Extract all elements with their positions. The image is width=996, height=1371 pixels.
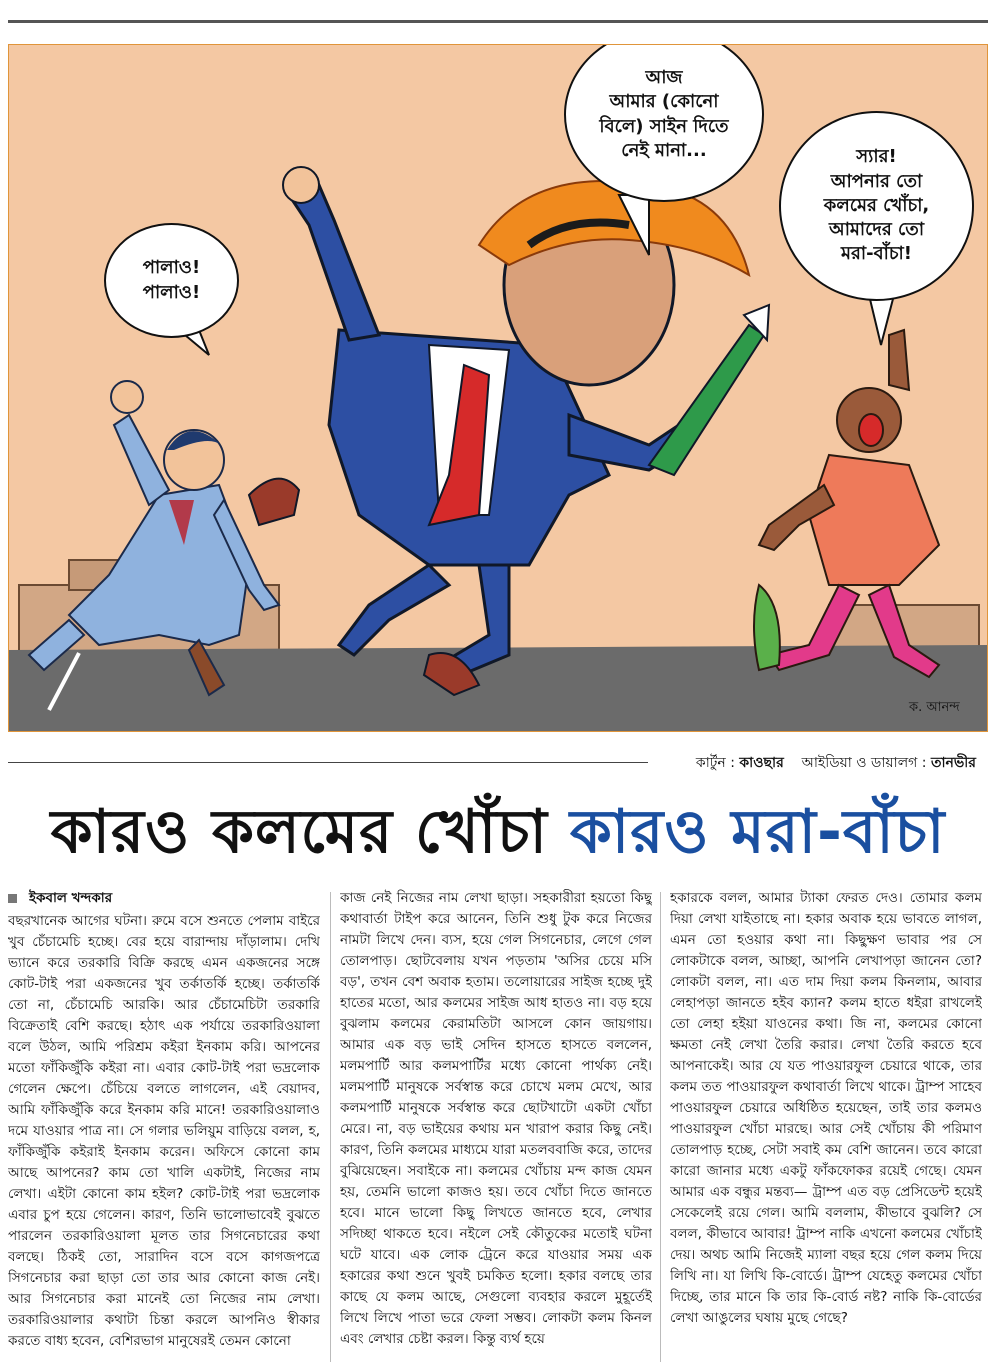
- credit-cartoon-label: কার্টুন :: [695, 755, 735, 771]
- article-column-2: [340, 888, 652, 1366]
- headline-part-1: কারও কলমের খোঁচা: [50, 797, 548, 867]
- column-3-text: হকারকে বলল, আমার ট্যাকা ফেরত দেও। তোমার কলম দিয়া লেখা যাইতাছে না। হকার অবাক হয়ে ভাবতে লাগল, এমন তো হওয়ার কথা না। কিছুক্ষণ ভাবার পর সে লোকটাকে বলল, আচ্ছা, আপনি লেখাপড়া জানেন তো? লোকটা বলল, না। এত দাম দিয়া কলম কিনলাম, আবার লেহাপড়া জানতে হইব ক্যান? কলম হাতে ধইরা রাখলেই তো লেহা হইয়া যাওনের কথা। জি না, কলমের কোনো ক্ষমতা নেই লেখা তৈরি করার। লেখা তৈরি করতে হবে আপনাকেই। আর যে যত পাওয়ারফুল চেয়ারে থাকে, তার কলম তত পাওয়ারফুল কথাবার্তা লিখে থাকে। ট্রাম্প সাহেব পাওয়ারফুল চেয়ারে অধিষ্ঠিত হয়েছেন, তাই তার কলমও পাওয়ারফুল খোঁচা মারছে। আর সেই খোঁচায় কী পরিমাণ তোলপাড় হচ্ছে, সেটা সবাই কম বেশি জানেন। তবে কারো কারো জানার মধ্যে একটু ফাঁকফোকর রয়েই গেছে। যেমন আমার এক বন্ধুর মন্তব্য— ট্রাম্প এত বড় প্রেসিডেন্ট হয়েই সেকেলেই রয়ে গেল। আমি বললাম, কীভাবে বুঝলি? সে বলল, কীভাবে আবার! ট্রাম্প নাকি এখনো কলমের খোঁচাই দেয়। অথচ আমি নিজেই ম্যালা বছর হয়ে গেল কলম দিয়ে লিখি না। যা লিখি কি-বোর্ডে। ট্রাম্প যেহেতু কলমের খোঁচা দিচ্ছে, তার মানে কি তার কি-বোর্ড নষ্ট? নাকি কি-বোর্ডের লেখা আঙুলের ঘষায় মুছে গেছে?: [670, 890, 982, 1326]
- running-man-center: [249, 167, 769, 695]
- speech-bubble-left: পালাও! পালাও!: [104, 223, 239, 338]
- column-divider: [660, 892, 661, 1362]
- top-rule: [8, 20, 988, 23]
- headline-part-2: কারও মরা-বাঁচা: [569, 797, 946, 867]
- cartoon-panel: [8, 44, 988, 732]
- article-column-1: [8, 888, 320, 1366]
- author-name: ইকবাল খন্দকার: [29, 890, 113, 906]
- credit-idea-label: আইডিয়া ও ডায়ালগ :: [801, 755, 927, 771]
- article-headline: [0, 796, 996, 868]
- column-divider: [330, 892, 331, 1362]
- artist-signature: ক. আনন্দ: [909, 700, 960, 715]
- article-body: [8, 888, 988, 1366]
- cartoon-credit: [696, 751, 976, 775]
- credit-idea-name: তানভীর: [930, 755, 976, 771]
- credit-rule: [8, 762, 648, 763]
- speech-bubble-center: আজ আমার (কোনো বিলে) সাইন দিতে নেই মানা...: [564, 44, 764, 202]
- speech-bubble-right: স্যার! আপনার তো কলমের খোঁচা, আমাদের তো মরা-বাঁচা!: [779, 111, 974, 301]
- credit-cartoon-name: কাওছার: [739, 755, 784, 771]
- article-column-3: [670, 888, 982, 1366]
- byline-square-icon: [8, 894, 17, 903]
- column-2-text: কাজ নেই নিজের নাম লেখা ছাড়া। সহকারীরা হয়তো কিছু কথাবার্তা টাইপ করে আনেন, তিনি শুধু টুক করে নিজের নামটা লিখে দেন। ব্যস, হয়ে গেল সিগনেচার, লেগে গেল তোলপাড়। ছোটবেলায় যখন পড়তাম 'অসির চেয়ে মসি বড়', তখন বেশ অবাক হতাম। তলোয়ারের সাইজ হচ্ছে দুই হাতের মতো, আর কলমের সাইজ আধ হাতও না। বড় হয়ে বুঝলাম কলমের কেরামতিটা আসলে কোন জায়গায়। আমার এক বড় ভাই সেদিন হাসতে হাসতে বললেন, মলমপার্টি আর কলমপার্টির মধ্যে কোনো পার্থক্য নেই। মলমপার্টি মানুষকে সর্বস্বান্ত করে চোখে মলম মেখে, আর কলমপার্টি মানুষকে সর্বস্বান্ত করে ছোটখাটো একটা খোঁচা মেরে। না, বড় ভাইয়ের কথায় মন খারাপ করার কিছু নেই। কারণ, তিনি কলমের মাধ্যমে যারা মতলববাজি করে, তাদের বুঝিয়েছেন। সবাইকে না। কলমের খোঁচায় মন্দ কাজ যেমন হয়, তেমনি ভালো কাজও হয়। তবে খোঁচা দিতে জানতে হবে। মানে ভালো কিছু লিখতে জানতে হবে, লেখার সদিচ্ছা থাকতে হবে। নইলে সেই কৌতুকের মতোই ঘটনা ঘটে যাবে। এক লোক ট্রেনে করে যাওয়ার সময় এক হকারের কথা শুনে খুবই চমকিত হলো। হকার বলছে তার কাছে যে কলম আছে, সেগুলো ব্যবহার করলে মুহূর্তেই লিখে লিখে পাতা ভরে ফেলা সম্ভব। লোকটা কলম কিনল এবং লেখার চেষ্টা করল। কিন্তু ব্যর্থ হয়ে: [340, 890, 652, 1347]
- column-1-text: বছরখানেক আগের ঘটনা। রুমে বসে শুনতে পেলাম বাইরে খুব চেঁচামেচি হচ্ছে। বের হয়ে বারান্দায় দাঁড়ালাম। দেখি ভ্যানে করে তরকারি বিক্রি করছে এমন একজনের সঙ্গে কোট-টাই পরা একজনের খুব তর্কাতর্কি হচ্ছে। তর্কাতর্কি তো না, চেঁচামেচি আরকি। আর চেঁচামেচিটা তরকারি বিক্রেতাই বেশি করছে। হঠাৎ এক পর্যায়ে তরকারিওয়ালা বলে উঠল, আমি পরিশ্রম কইরা ইনকাম করি। আপনের মতো ফাঁকিজুঁকি কইরা না। এবার কোট-টাই পরা ভদ্রলোক গেলেন ক্ষেপে। চেঁচিয়ে বলতে লাগলেন, এই বেয়াদব, আমি ফাঁকিজুঁকি করে ইনকাম করি মানে! তরকারিওয়ালাও দমে যাওয়ার পাত্র না। সে গলার ভলিয়ুম বাড়িয়ে বলল, হ, ফাঁকিজুঁকি কইরাই ইনকাম করেন। অফিসে কোনো কাম আছে আপনের? কাম তো খালি একটাই, নিজের নাম লেখা। এইটা কোনো কাম হইল? কোট-টাই পরা ভদ্রলোক এবার চুপ হয়ে গেলেন। কারণ, তিনি ভালোভাবেই বুঝতে পারলেন তরকারিওয়ালা মূলত তার সিগনেচারের কথা বলছে। ঠিকই তো, সারাদিন বসে বসে কাগজপত্রে সিগনেচার করা ছাড়া তো তার আর কোনো কাজ নেই। আর সিগনেচার করা মানেই তো নিজের নাম লেখা। তরকারিওয়ালার কথাটা চিন্তা করলে আপনিও স্বীকার করতে বাধ্য হবেন, বেশিরভাগ মানুষেরই তেমন কোনো: [8, 913, 320, 1349]
- author-byline: [8, 888, 320, 909]
